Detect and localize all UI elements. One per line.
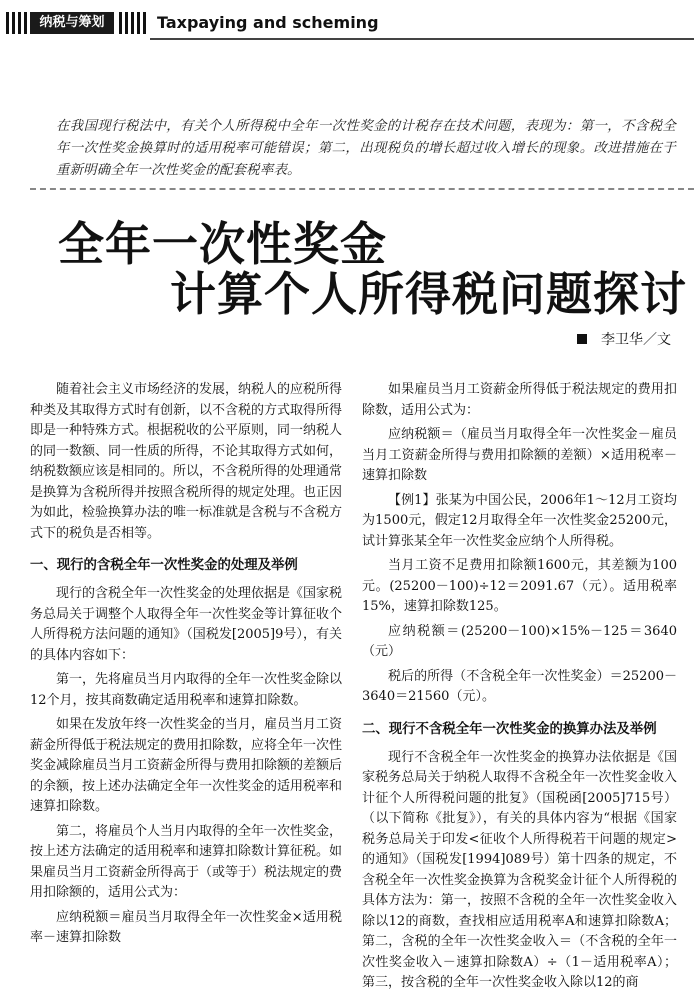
header-bars-right <box>119 12 146 34</box>
author-name: 李卫华／文 <box>601 332 671 348</box>
formula: 应纳税额＝雇员当月取得全年一次性奖金×适用税率－速算扣除数 <box>30 909 342 945</box>
section-tag: 纳税与筹划 <box>30 12 114 34</box>
page-header <box>0 10 700 36</box>
article-title-line1: 全年一次性奖金 <box>58 217 387 271</box>
header-rule <box>150 38 694 40</box>
paragraph: 第一，先将雇员当月内取得的全年一次性奖金除以12个月，按其商数确定适用税率和速算扣除数。 <box>30 672 343 708</box>
paragraph: 现行的含税全年一次性奖金的处理依据是《国家税务总局关于调整个人取得全年一次性奖金等计算征收个人所得税方法问题的通知》（国税发[2005]9号），有关的具体内容如下： <box>30 586 343 663</box>
header-bars-left <box>6 12 33 34</box>
section-heading-2: 二、现行不含税全年一次性奖金的换算办法及举例 <box>362 721 657 737</box>
paragraph: 第二，将雇员个人当月内取得的全年一次性奖金，按上述方法确定的适用税率和速算扣除数计算征税。如果雇员当月工资薪金所得高于（或等于）税法规定的费用扣除额的，适用公式为： <box>30 823 343 900</box>
paragraph: 税后的所得（不含税全年一次性奖金）＝25200－3640＝21560（元）。 <box>362 668 677 704</box>
abstract: 在我国现行税法中，有关个人所得税中全年一次性奖金的计税存在技术问题，表现为：第一，不含税全年一次性奖金换算时的适用税率可能错误；第二，出现税负的增长超过收入增长的现象。改进措施在于重新明确全年一次性奖金的配套税率表。 <box>56 119 676 178</box>
left-column <box>30 380 342 953</box>
paragraph: 如果在发放年终一次性奖金的当月，雇员当月工资薪金所得低于税法规定的费用扣除数，应将全年一次性奖金减除雇员当月工资薪金所得与费用扣除额的差额后的余额，按上述办法确定全年一次性奖金的适用税率和速算扣除数。 <box>30 717 343 814</box>
author-byline <box>577 330 671 350</box>
section-english-title: Taxpaying and scheming <box>157 13 379 32</box>
formula: 应纳税额＝(25200－100)×15%－125＝3640（元） <box>362 623 677 659</box>
paragraph: 现行不含税全年一次性奖金的换算办法依据是《国家税务总局关于纳税人取得不含税全年一次性奖金收入计征个人所得税问题的批复》（国税函[2005]715号）（以下简称《批复》），有关的具体内容为“根据《国家税务总局关于印发<征收个人所得税若干问题的规定>的通知》（国税发[1994]089号）第十四条的规定，不含税全年一次性奖金换算为含税奖金计征个人所得税的具体方法为：第一，按照不含税的全年一次性奖金收入除以12的商数，查找相应适用税率A和速算扣除数A；第二，含税的全年一次性奖金收入＝（不含税的全年一次性奖金收入－速算扣除数A）÷（1－适用税率A）；第三，按含税的全年一次性奖金收入除以12的商 <box>362 749 677 990</box>
right-column <box>362 380 677 998</box>
square-bullet-icon <box>577 334 587 344</box>
paragraph: 当月工资不足费用扣除额1600元，其差额为100元。(25200－100)÷12＝2091.67（元）。适用税率15%，速算扣除数125。 <box>362 558 677 614</box>
abstract-divider <box>30 188 694 190</box>
section-heading-1: 一、现行的含税全年一次性奖金的处理及举例 <box>30 558 298 573</box>
article-title-line2: 计算个人所得税问题探讨 <box>170 267 687 321</box>
example-paragraph: 【例1】张某为中国公民，2006年1～12月工资均为1500元，假定12月取得全年一次性奖金25200元，试计算张某全年一次性奖金应纳个人所得税。 <box>362 492 677 549</box>
paragraph: 随着社会主义市场经济的发展，纳税人的应税所得种类及其取得方式时有创新，以不含税的方式取得所得即是一种特殊方式。根据税收的公平原则，同一纳税人的同一数额、同一性质的所得，不论其取得方式如何，纳税数额应该是相同的。所以，不含税所得的处理通常是换算为含税所得并按照含税所得的规定处理。也正因为如此，检验换算办法的唯一标准就是含税与不含税方式下的税负是否相等。 <box>30 382 343 541</box>
paragraph: 如果雇员当月工资薪金所得低于税法规定的费用扣除数，适用公式为： <box>362 382 677 418</box>
formula: 应纳税额＝（雇员当月取得全年一次性奖金－雇员当月工资薪金所得与费用扣除额的差额）×适用税率－速算扣除数 <box>362 427 677 483</box>
